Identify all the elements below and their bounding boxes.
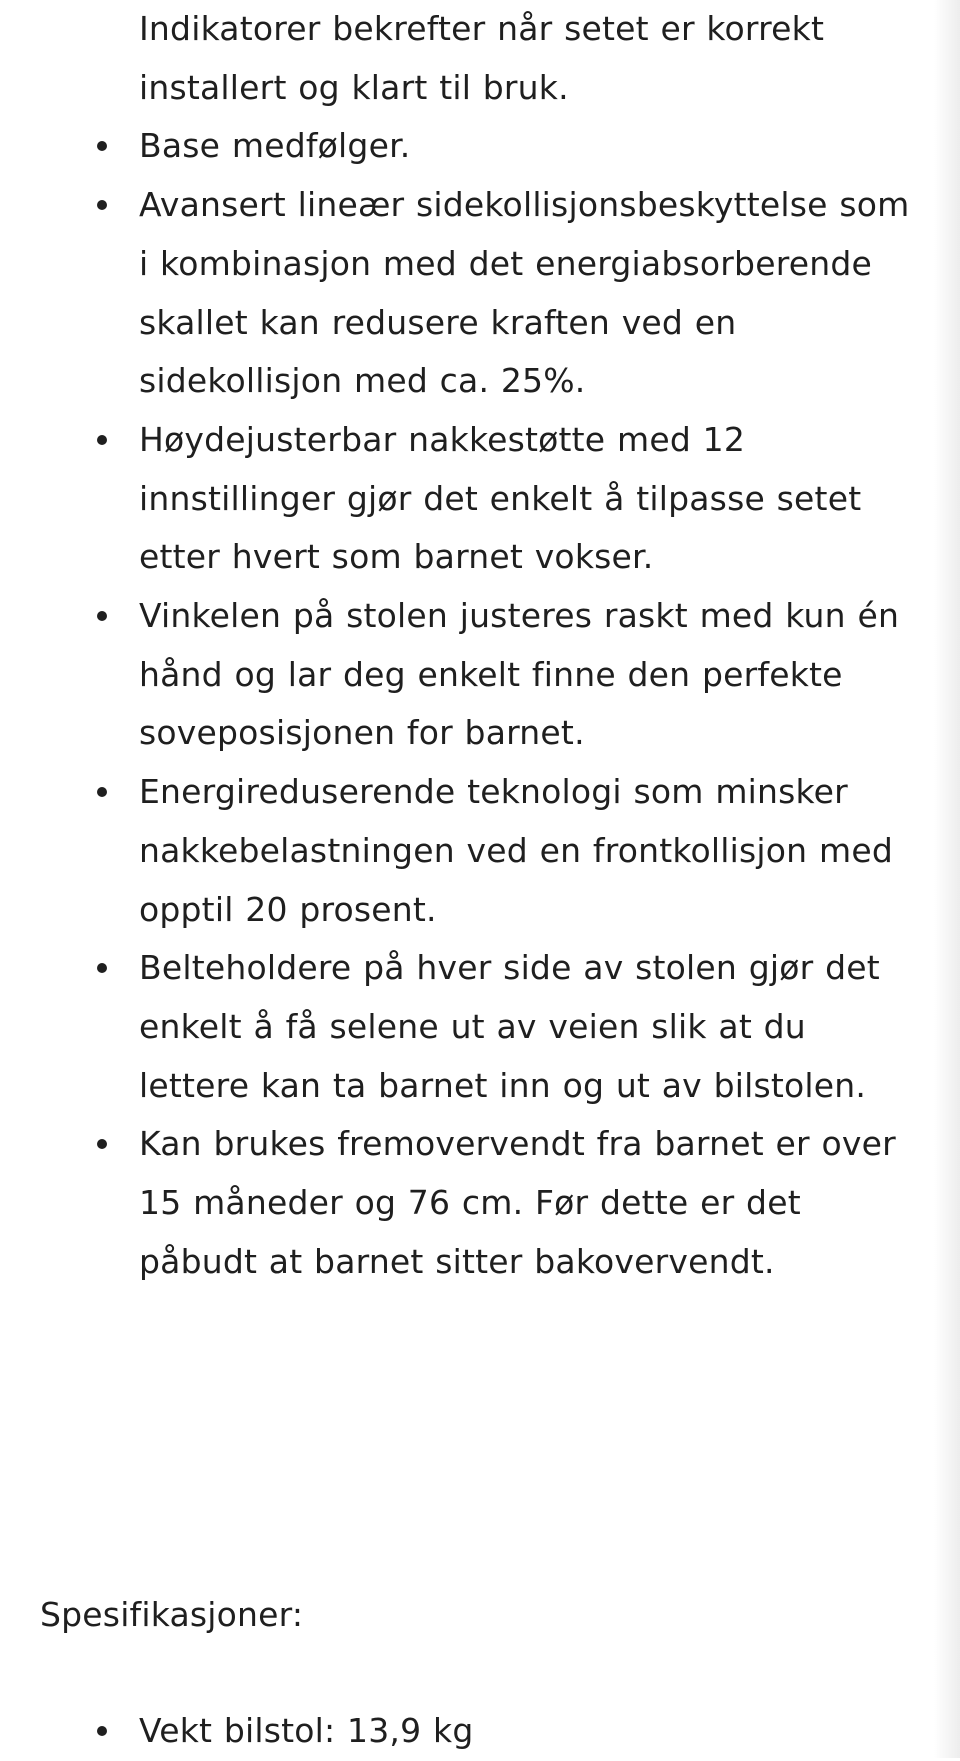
list-item-text: Kan brukes fremovervendt fra barnet er over 15 måneder og 76 cm. Før dette er det påbudt at barnet sitter bakovervendt. [139, 1124, 896, 1281]
scroll-edge-shadow [934, 0, 960, 1758]
list-item-text: Vekt bilstol: 13,9 kg [139, 1711, 474, 1750]
list-item-text: Energireduserende teknologi som minsker nakkebelastningen ved en frontkollisjon med opptil 20 prosent. [139, 772, 893, 929]
bullet-icon [97, 1139, 107, 1149]
bullet-icon [97, 141, 107, 151]
list-item-text: Belteholdere på hver side av stolen gjør det enkelt å få selene ut av veien slik at du lettere kan ta barnet inn og ut av bilstolen. [139, 948, 880, 1105]
bullet-icon [97, 1726, 107, 1736]
bullet-icon [97, 963, 107, 973]
bullet-icon [97, 200, 107, 210]
list-item-text: Base medfølger. [139, 126, 411, 166]
bullet-icon [97, 435, 107, 445]
list-item-text: Høydejusterbar nakkestøtte med 12 innstillinger gjør det enkelt å tilpasse setet etter hvert som barnet vokser. [139, 419, 862, 577]
bullet-icon [97, 787, 107, 797]
list-item [139, 1702, 919, 1761]
list-item [139, 587, 919, 763]
list-item [139, 117, 919, 176]
list-item-text: Avansert lineær sidekollisjonsbeskyttelse som i kombinasjon med det energiabsorberende skallet kan redusere kraften ved en sidekollisjon med ca. 25%. [139, 185, 910, 401]
specifications-list [0, 1702, 919, 1761]
list-item [139, 411, 919, 587]
bullet-icon [97, 611, 107, 621]
specifications-heading: Spesifikasjoner: [40, 1595, 304, 1634]
list-item-text: Indikatorer bekrefter når setet er korrekt installert og klart til bruk. [139, 9, 825, 107]
list-item [139, 763, 919, 939]
list-item [139, 0, 919, 117]
list-item [139, 939, 919, 1115]
list-item [139, 1115, 919, 1291]
list-item-text: Vinkelen på stolen justeres raskt med kun én hånd og lar deg enkelt finne den perfekte soveposisjonen for barnet. [139, 596, 900, 753]
list-item [139, 176, 919, 411]
